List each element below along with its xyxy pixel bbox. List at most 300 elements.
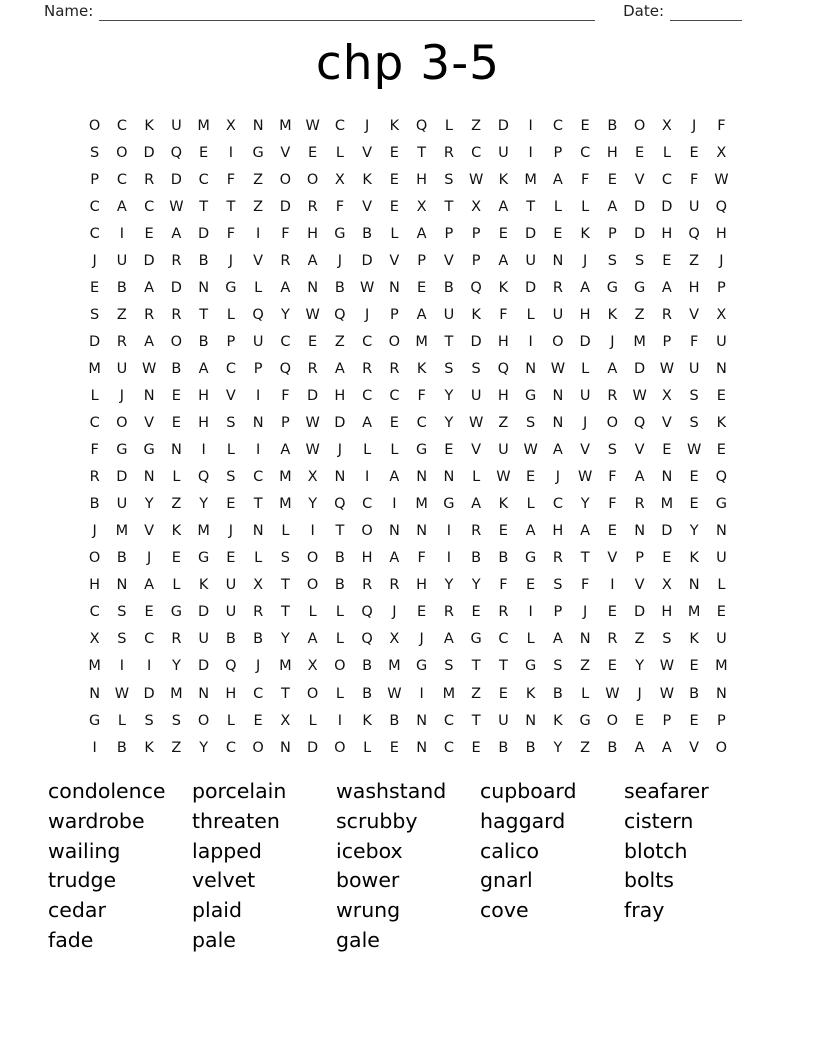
grid-letter: Q xyxy=(688,225,700,242)
word-list-column xyxy=(480,777,624,956)
grid-letter: A xyxy=(580,279,591,296)
word-item: cedar xyxy=(48,898,106,923)
grid-letter: K xyxy=(471,306,481,323)
grid-letter: Q xyxy=(279,360,292,377)
word-item: velvet xyxy=(192,868,256,893)
word-item: wrung xyxy=(336,898,401,923)
grid-letter: J xyxy=(119,387,125,404)
grid-letter: T xyxy=(526,198,536,215)
name-label: Name: xyxy=(44,2,94,20)
grid-letter: O xyxy=(279,171,292,188)
grid-letter: L xyxy=(662,144,671,161)
grid-letter: C xyxy=(552,496,563,513)
word-item: seafarer xyxy=(624,779,709,803)
grid-letter: V xyxy=(253,252,264,269)
grid-letter: L xyxy=(553,198,562,215)
grid-letter: C xyxy=(443,712,454,729)
grid-letter: L xyxy=(363,739,372,756)
grid-letter: L xyxy=(172,577,181,594)
grid-letter: N xyxy=(525,360,537,377)
grid-letter: C xyxy=(253,469,264,486)
grid-letter: B xyxy=(116,550,127,567)
grid-letter: J xyxy=(719,252,724,269)
grid-letter: M xyxy=(170,685,183,702)
grid-letter: Z xyxy=(116,306,127,323)
grid-letter: P xyxy=(717,712,726,729)
grid-letter: Q xyxy=(415,117,428,134)
grid-letter: H xyxy=(225,685,237,702)
grid-letter: T xyxy=(471,658,481,675)
grid-letter: O xyxy=(334,658,346,675)
grid-letter: G xyxy=(198,550,210,567)
date-blank-line xyxy=(670,5,742,21)
grid-letter: K xyxy=(498,279,509,296)
grid-letter: C xyxy=(362,333,373,350)
grid-letter: X xyxy=(307,469,318,486)
grid-letter: D xyxy=(361,252,373,269)
grid-letter: I xyxy=(92,739,97,756)
grid-letter: Z xyxy=(471,117,482,134)
grid-letter: D xyxy=(661,523,673,540)
grid-letter: A xyxy=(634,739,645,756)
grid-letter: Z xyxy=(634,631,645,648)
grid-letter: Q xyxy=(470,279,482,296)
grid-letter: A xyxy=(307,252,318,269)
grid-letter: Y xyxy=(444,577,454,594)
grid-letter: W xyxy=(305,306,320,323)
grid-letter: R xyxy=(253,604,264,621)
grid-letter: L xyxy=(581,685,590,702)
grid-letter: K xyxy=(553,712,563,729)
grid-letter: O xyxy=(606,415,619,432)
grid-letter: N xyxy=(198,685,210,702)
word-item: haggard xyxy=(480,808,566,833)
grid-letter: J xyxy=(582,252,588,269)
grid-letter: N xyxy=(416,469,428,486)
grid-letter: W xyxy=(169,198,184,215)
grid-letter: E xyxy=(662,442,672,459)
grid-letter: L xyxy=(308,604,317,621)
grid-letter: H xyxy=(497,333,509,350)
grid-letter: B xyxy=(334,550,345,567)
grid-letter: F xyxy=(226,171,236,188)
grid-letter: C xyxy=(144,631,155,648)
grid-letter: D xyxy=(198,658,210,675)
grid-letter: U xyxy=(198,631,209,648)
grid-letter: V xyxy=(471,442,482,459)
grid-letter: P xyxy=(281,415,290,432)
grid-letter: U xyxy=(116,496,128,513)
grid-letter: E xyxy=(716,442,726,459)
grid-letter: H xyxy=(89,577,101,594)
grid-letter: O xyxy=(306,685,319,702)
grid-letter: Y xyxy=(199,496,209,513)
grid-letter: G xyxy=(525,387,537,404)
grid-letter: T xyxy=(444,333,454,350)
grid-letter: F xyxy=(608,469,617,486)
grid-letter: M xyxy=(197,523,210,540)
grid-letter: W xyxy=(305,442,320,459)
grid-letter: L xyxy=(526,631,535,648)
grid-letter: N xyxy=(252,117,264,134)
grid-letter: L xyxy=(117,712,126,729)
grid-letter: M xyxy=(415,333,428,350)
grid-letter: Y xyxy=(144,496,154,513)
grid-letter: L xyxy=(281,523,290,540)
grid-letter: Z xyxy=(580,739,591,756)
grid-letter: Y xyxy=(199,739,209,756)
word-item: threaten xyxy=(192,808,280,833)
grid-letter: R xyxy=(661,306,672,323)
grid-letter: K xyxy=(498,171,509,188)
grid-letter: C xyxy=(280,333,291,350)
grid-letter: L xyxy=(254,550,263,567)
grid-letter: R xyxy=(144,306,155,323)
grid-letter: O xyxy=(715,739,728,756)
grid-letter: L xyxy=(254,279,263,296)
word-item: bolts xyxy=(624,868,674,893)
grid-letter: G xyxy=(606,279,618,296)
grid-letter: I xyxy=(528,604,533,621)
grid-letter: Q xyxy=(334,496,346,513)
grid-letter: O xyxy=(361,523,373,540)
grid-letter: V xyxy=(661,415,672,432)
grid-letter: J xyxy=(419,631,424,648)
grid-letter: P xyxy=(90,171,99,188)
grid-letter: E xyxy=(716,387,726,404)
grid-letter: A xyxy=(307,631,318,648)
grid-letter: X xyxy=(661,577,672,594)
word-item: pale xyxy=(192,927,236,952)
grid-letter: R xyxy=(307,198,318,215)
grid-letter: D xyxy=(334,415,346,432)
grid-letter: M xyxy=(633,333,646,350)
grid-letter: T xyxy=(280,577,290,594)
grid-letter: M xyxy=(88,360,101,377)
grid-letter: N xyxy=(116,577,128,594)
grid-letter: B xyxy=(225,631,236,648)
grid-letter: A xyxy=(552,171,563,188)
word-item: gale xyxy=(336,927,380,952)
grid-letter: E xyxy=(662,252,672,269)
grid-letter: R xyxy=(280,252,291,269)
grid-letter: A xyxy=(416,306,427,323)
grid-letter: F xyxy=(499,577,508,594)
grid-letter: C xyxy=(253,685,264,702)
grid-letter: L xyxy=(226,442,235,459)
word-item: trudge xyxy=(48,868,117,893)
grid-letter: K xyxy=(362,171,372,188)
grid-letter: J xyxy=(146,550,152,567)
grid-letter: A xyxy=(552,442,563,459)
grid-letter: D xyxy=(634,198,646,215)
grid-letter: D xyxy=(198,604,210,621)
grid-letter: A xyxy=(416,225,427,242)
grid-letter: F xyxy=(689,333,699,350)
grid-letter: X xyxy=(253,577,264,594)
grid-letter: V xyxy=(144,523,155,540)
grid-letter: C xyxy=(225,360,236,377)
grid-letter: I xyxy=(146,658,152,675)
word-item: condolence xyxy=(48,779,166,803)
grid-letter: H xyxy=(198,387,210,404)
grid-letter: N xyxy=(334,469,346,486)
grid-letter: R xyxy=(171,252,182,269)
grid-letter: C xyxy=(198,171,209,188)
grid-letter: G xyxy=(715,496,727,513)
grid-letter: N xyxy=(715,685,727,702)
grid-letter: E xyxy=(526,577,536,594)
grid-letter: L xyxy=(581,360,590,377)
grid-letter: O xyxy=(306,577,319,594)
grid-letter: W xyxy=(114,685,130,702)
grid-letter: S xyxy=(689,387,699,404)
grid-letter: W xyxy=(659,658,675,675)
grid-letter: S xyxy=(90,144,100,161)
grid-letter: B xyxy=(689,685,700,702)
grid-letter: A xyxy=(280,279,291,296)
grid-letter: W xyxy=(659,685,675,702)
word-item: lapped xyxy=(192,838,262,863)
grid-letter: M xyxy=(442,685,456,702)
grid-letter: F xyxy=(281,225,290,242)
grid-letter: P xyxy=(553,144,563,161)
grid-letter: A xyxy=(198,360,209,377)
word-item: gnarl xyxy=(480,868,533,893)
grid-letter: D xyxy=(116,469,128,486)
grid-letter: N xyxy=(525,712,537,729)
grid-letter: F xyxy=(689,171,699,188)
grid-letter: L xyxy=(526,306,535,323)
grid-letter: M xyxy=(660,496,674,513)
grid-letter: A xyxy=(280,442,291,459)
grid-letter: T xyxy=(280,604,290,621)
grid-letter: C xyxy=(389,387,400,404)
grid-letter: R xyxy=(389,360,400,377)
grid-letter: E xyxy=(171,415,181,432)
grid-letter: O xyxy=(88,117,101,134)
grid-letter: L xyxy=(335,685,344,702)
grid-letter: D xyxy=(634,225,646,242)
grid-letter: H xyxy=(416,171,428,188)
grid-letter: W xyxy=(632,387,647,404)
grid-letter: G xyxy=(470,631,482,648)
grid-letter: K xyxy=(607,306,618,323)
grid-letter: W xyxy=(359,279,375,296)
grid-letter: D xyxy=(525,225,537,242)
grid-letter: K xyxy=(580,225,590,242)
grid-letter: Y xyxy=(444,387,454,404)
grid-letter: D xyxy=(307,387,319,404)
grid-letter: H xyxy=(307,225,319,242)
grid-letter: X xyxy=(716,306,727,323)
grid-letter: F xyxy=(580,577,590,594)
grid-letter: F xyxy=(717,117,726,134)
grid-letter: S xyxy=(689,415,699,432)
grid-letter: P xyxy=(662,333,672,350)
grid-letter: Y xyxy=(471,577,481,594)
grid-letter: P xyxy=(635,550,644,567)
grid-letter: G xyxy=(89,712,101,729)
grid-letter: G xyxy=(225,279,237,296)
grid-letter: Q xyxy=(252,306,264,323)
grid-letter: E xyxy=(389,171,399,188)
grid-letter: G xyxy=(416,442,428,459)
grid-letter: D xyxy=(634,360,646,377)
grid-letter: I xyxy=(255,387,261,404)
grid-letter: X xyxy=(661,387,672,404)
grid-letter: L xyxy=(90,387,99,404)
grid-letter: R xyxy=(552,279,563,296)
word-item: plaid xyxy=(192,898,242,923)
grid-letter: U xyxy=(225,604,237,621)
grid-letter: A xyxy=(144,333,155,350)
grid-letter: U xyxy=(688,360,700,377)
grid-letter: S xyxy=(635,252,645,269)
grid-letter: R xyxy=(607,387,618,404)
grid-letter: L xyxy=(390,225,399,242)
grid-letter: K xyxy=(525,685,536,702)
grid-letter: F xyxy=(608,496,617,513)
grid-letter: E xyxy=(417,279,427,296)
grid-letter: F xyxy=(90,442,99,459)
grid-letter: D xyxy=(470,333,482,350)
grid-letter: J xyxy=(582,415,588,432)
grid-letter: G xyxy=(443,496,455,513)
grid-letter: W xyxy=(577,469,593,486)
grid-letter: K xyxy=(144,117,154,134)
grid-letter: D xyxy=(198,225,210,242)
grid-letter: M xyxy=(279,469,292,486)
grid-letter: A xyxy=(498,252,509,269)
grid-letter: Y xyxy=(171,658,181,675)
grid-letter: A xyxy=(443,631,454,648)
grid-letter: E xyxy=(90,279,100,296)
grid-letter: S xyxy=(117,631,127,648)
word-item: calico xyxy=(480,838,540,863)
grid-letter: C xyxy=(116,171,127,188)
grid-letter: D xyxy=(634,604,646,621)
grid-letter: H xyxy=(688,279,700,296)
grid-letter: N xyxy=(416,739,428,756)
grid-letter: A xyxy=(661,739,672,756)
grid-letter: B xyxy=(253,631,264,648)
grid-letter: W xyxy=(550,360,566,377)
grid-letter: G xyxy=(525,550,537,567)
grid-letter: L xyxy=(335,144,344,161)
grid-letter: G xyxy=(170,604,182,621)
grid-letter: S xyxy=(444,658,454,675)
grid-letter: I xyxy=(228,144,234,161)
grid-letter: N xyxy=(143,469,155,486)
grid-letter: S xyxy=(471,360,481,377)
grid-letter: U xyxy=(470,387,482,404)
grid-letter: I xyxy=(392,496,397,513)
grid-letter: U xyxy=(171,117,182,134)
grid-letter: E xyxy=(689,144,699,161)
grid-letter: A xyxy=(634,469,645,486)
grid-letter: V xyxy=(144,415,155,432)
grid-letter: L xyxy=(444,117,453,134)
grid-letter: K xyxy=(362,712,372,729)
grid-letter: Z xyxy=(253,171,264,188)
grid-letter: M xyxy=(715,658,728,675)
word-item: bower xyxy=(336,868,400,893)
grid-letter: R xyxy=(144,171,155,188)
grid-letter: Z xyxy=(498,415,509,432)
grid-letter: N xyxy=(416,523,428,540)
grid-letter: O xyxy=(88,550,101,567)
grid-letter: N xyxy=(307,279,319,296)
grid-letter: D xyxy=(497,117,509,134)
grid-letter: D xyxy=(170,171,182,188)
grid-letter: C xyxy=(89,225,100,242)
grid-letter: B xyxy=(334,279,345,296)
grid-letter: I xyxy=(201,442,206,459)
grid-letter: O xyxy=(170,333,183,350)
grid-letter: H xyxy=(661,225,673,242)
grid-letter: T xyxy=(444,198,454,215)
grid-letter: E xyxy=(498,523,508,540)
grid-letter: G xyxy=(143,442,155,459)
grid-letter: A xyxy=(607,360,618,377)
grid-letter: E xyxy=(689,658,699,675)
grid-letter: E xyxy=(471,739,481,756)
grid-letter: T xyxy=(580,550,590,567)
word-item: blotch xyxy=(624,838,688,863)
grid-letter: R xyxy=(389,577,400,594)
grid-letter: J xyxy=(364,117,370,134)
grid-letter: E xyxy=(580,117,590,134)
grid-letter: O xyxy=(197,712,210,729)
grid-letter: E xyxy=(716,604,726,621)
grid-letter: A xyxy=(607,198,618,215)
grid-letter: B xyxy=(552,685,563,702)
grid-letter: R xyxy=(552,550,563,567)
name-blank-line xyxy=(99,5,595,21)
grid-letter: B xyxy=(116,739,127,756)
grid-letter: M xyxy=(687,604,701,621)
grid-letter: E xyxy=(226,496,236,513)
grid-letter: Z xyxy=(689,252,700,269)
grid-letter: C xyxy=(89,604,100,621)
grid-letter: C xyxy=(580,144,591,161)
grid-letter: F xyxy=(226,225,236,242)
word-item: fade xyxy=(48,927,94,952)
grid-letter: W xyxy=(659,360,675,377)
grid-letter: H xyxy=(606,144,618,161)
grid-letter: U xyxy=(252,333,264,350)
grid-letter: E xyxy=(689,469,699,486)
grid-letter: B xyxy=(171,360,182,377)
grid-letter: V xyxy=(634,577,645,594)
grid-letter: I xyxy=(528,333,533,350)
grid-letter: W xyxy=(387,685,402,702)
grid-letter: Q xyxy=(334,306,346,323)
grid-letter: N xyxy=(252,415,264,432)
grid-letter: R xyxy=(443,144,454,161)
grid-letter: A xyxy=(171,225,182,242)
grid-letter: E xyxy=(171,550,181,567)
grid-letter: E xyxy=(635,144,645,161)
grid-letter: W xyxy=(305,117,320,134)
grid-letter: E xyxy=(607,523,617,540)
grid-letter: D xyxy=(307,739,319,756)
grid-letter: G xyxy=(579,712,591,729)
grid-letter: A xyxy=(144,279,155,296)
grid-letter: C xyxy=(334,117,345,134)
grid-letter: X xyxy=(225,117,236,134)
